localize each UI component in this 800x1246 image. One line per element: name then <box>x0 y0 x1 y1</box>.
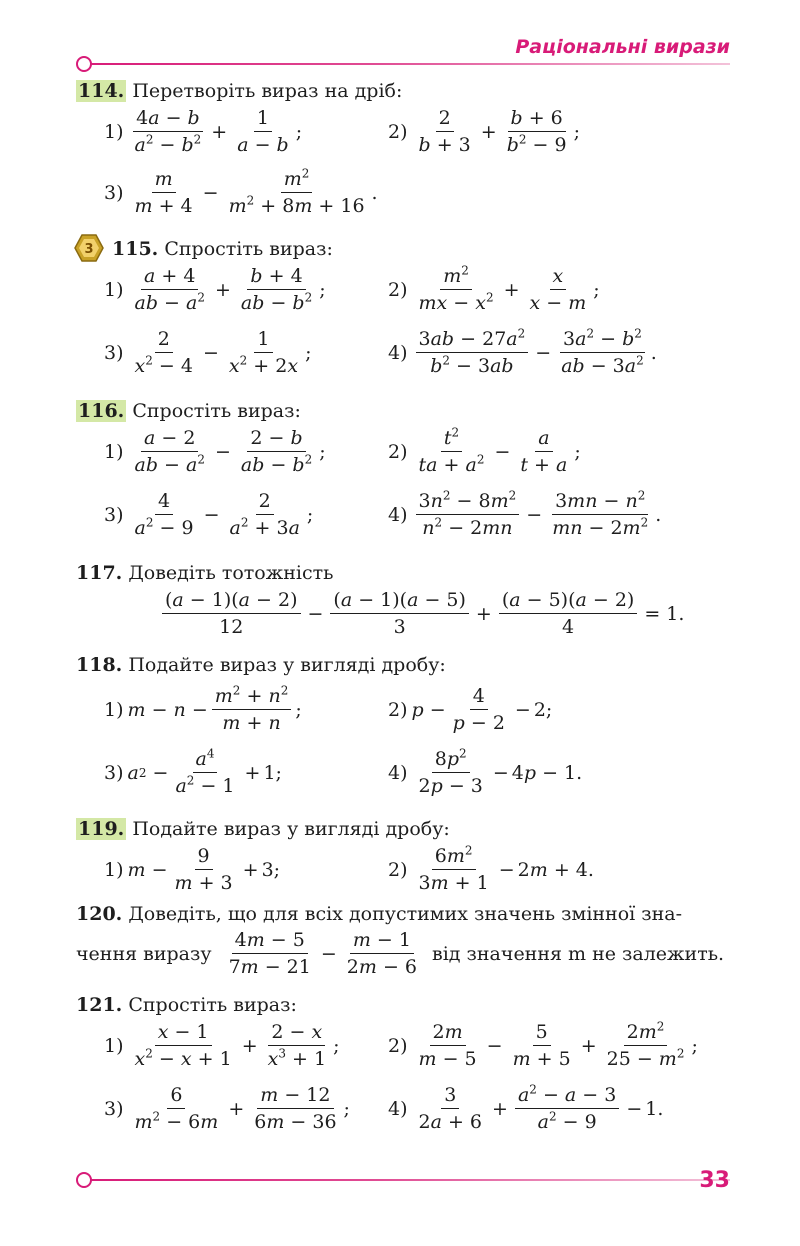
expr-121-4: 4) $\frac{3}{2a + 6}$ + $\frac{a^2 - a - 3}{a^2 - 9}$ − 1. <box>388 1082 664 1133</box>
problem-number: 115. <box>112 238 159 260</box>
expr-116-4: 4) $\frac{3n^2 - 8m^2}{n^2 - 2mn}$ − $\frac{3mn - n^2}{mn - 2m^2}$ . <box>388 488 662 539</box>
expr-118-4: 4) $\frac{8p^2}{2p - 3}$ − 4 p − 1. <box>388 746 583 797</box>
problem-text: Доведіть, що для всіх допустимих значень змінної зна- <box>128 903 683 925</box>
expr-118-2: 2) p − $\frac{4}{p - 2}$ − 2; <box>388 685 553 734</box>
expr-114-2: 2) $\frac{2}{b + 3}$ + $\frac{b + 6}{b^2 - 9}$ ; <box>388 107 581 156</box>
expr-121-3: 3) $\frac{6}{m^2 - 6m}$ + $\frac{m - 12}{6m - 36}$ ; <box>104 1084 350 1133</box>
header-circle-icon <box>76 56 92 72</box>
expr-115-2: 2) $\frac{m^2}{mx - x^2}$ + $\frac{x}{x - m}$ ; <box>388 263 600 314</box>
expr-116-2: 2) $\frac{t^2}{ta + a^2}$ − $\frac{a}{t + a}$ ; <box>388 425 581 476</box>
header-rule <box>80 63 730 65</box>
problem-number: 121. <box>76 994 123 1016</box>
page-number: 33 <box>699 1168 730 1193</box>
expr-114-1: 1) $\frac{4a - b}{a^2 - b^2}$ + $\frac{1}{a - b}$ ; <box>104 107 303 156</box>
level-3-badge-icon <box>74 234 104 262</box>
problem-120 <box>76 901 682 927</box>
problem-number: 116. <box>78 400 125 422</box>
problem-121 <box>76 992 297 1018</box>
expr-114-3: 3) $\frac{m}{m + 4}$ − $\frac{m^2}{m^2 + 8m + 16}$ . <box>104 166 378 217</box>
expr-115-1: 1) $\frac{a + 4}{ab - a^2}$ + $\frac{b + 4}{ab - b^2}$ ; <box>104 265 326 314</box>
problem-text: Подайте вираз у вигляді дробу: <box>128 654 446 676</box>
problem-text: Спростіть вираз: <box>132 400 301 422</box>
expr-118-1: 1) m − n − $\frac{m^2 + n^2}{m + n}$ ; <box>104 683 302 734</box>
problem-text-end: від значення m не залежить. <box>432 942 725 965</box>
section-title: Раціональні вирази <box>515 36 730 58</box>
problem-text: Перетворіть вираз на дріб: <box>132 80 403 102</box>
problem-115 <box>112 236 333 262</box>
problem-number: 120. <box>76 903 123 925</box>
footer-rule <box>80 1179 730 1181</box>
expr-119-2: 2) $\frac{6m^2}{3m + 1}$ − 2 m + 4. <box>388 843 594 894</box>
expr-116-3: 3) $\frac{4}{a^2 - 9}$ − $\frac{2}{a^2 + 3a}$ ; <box>104 490 314 539</box>
expr-121-1: 1) $\frac{x - 1}{x^2 - x + 1}$ + $\frac{2 - x}{x^3 + 1}$ ; <box>104 1021 340 1070</box>
problem-number: 118. <box>76 654 123 676</box>
expr-117: $\frac{(a - 1)(a - 2)}{12}$ − $\frac{(a - 1)(a - 5)}{3}$ + $\frac{(a - 5)(a - 2)}{4}$ = 1. <box>158 589 687 638</box>
problem-text: Спростіть вираз: <box>128 994 297 1016</box>
page-header <box>0 0 800 80</box>
problem-text: Подайте вираз у вигляді дробу: <box>132 818 450 840</box>
problem-117 <box>76 560 333 586</box>
svg-text:3: 3 <box>84 242 94 257</box>
problem-text: Спростіть вираз: <box>164 238 333 260</box>
expr-115-4: 4) $\frac{3ab - 27a^2}{b^2 - 3ab}$ − $\frac{3a^2 - b^2}{ab - 3a^2}$ . <box>388 326 657 377</box>
problem-number: 119. <box>78 818 125 840</box>
problem-116 <box>76 398 301 424</box>
problem-114 <box>76 78 402 104</box>
problem-number: 117. <box>76 562 123 584</box>
footer-circle-icon <box>76 1172 92 1188</box>
expr-119-1: 1) m − $\frac{9}{m + 3}$ + 3; <box>104 845 281 894</box>
problem-119 <box>76 816 450 842</box>
problem-number: 114. <box>78 80 125 102</box>
problem-text: Доведіть тотожність <box>128 562 334 584</box>
expr-116-1: 1) $\frac{a - 2}{ab - a^2}$ − $\frac{2 - b}{ab - b^2}$ ; <box>104 427 326 476</box>
problem-118 <box>76 652 446 678</box>
expr-121-2: 2) $\frac{2m}{m - 5}$ − $\frac{5}{m + 5}$ + $\frac{2m^2}{25 - m^2}$ ; <box>388 1019 698 1070</box>
expr-115-3: 3) $\frac{2}{x^2 - 4}$ − $\frac{1}{x^2 + 2x}$ ; <box>104 328 312 377</box>
expr-118-3: 3) a 2 − $\frac{a^4}{a^2 - 1}$ + 1; <box>104 746 282 797</box>
expr-120: чення виразу $\frac{4m - 5}{7m - 21}$ − $\frac{m - 1}{2m - 6}$ від значення m не залежить. <box>76 929 725 978</box>
problem-text-cont: чення виразу <box>76 942 212 965</box>
